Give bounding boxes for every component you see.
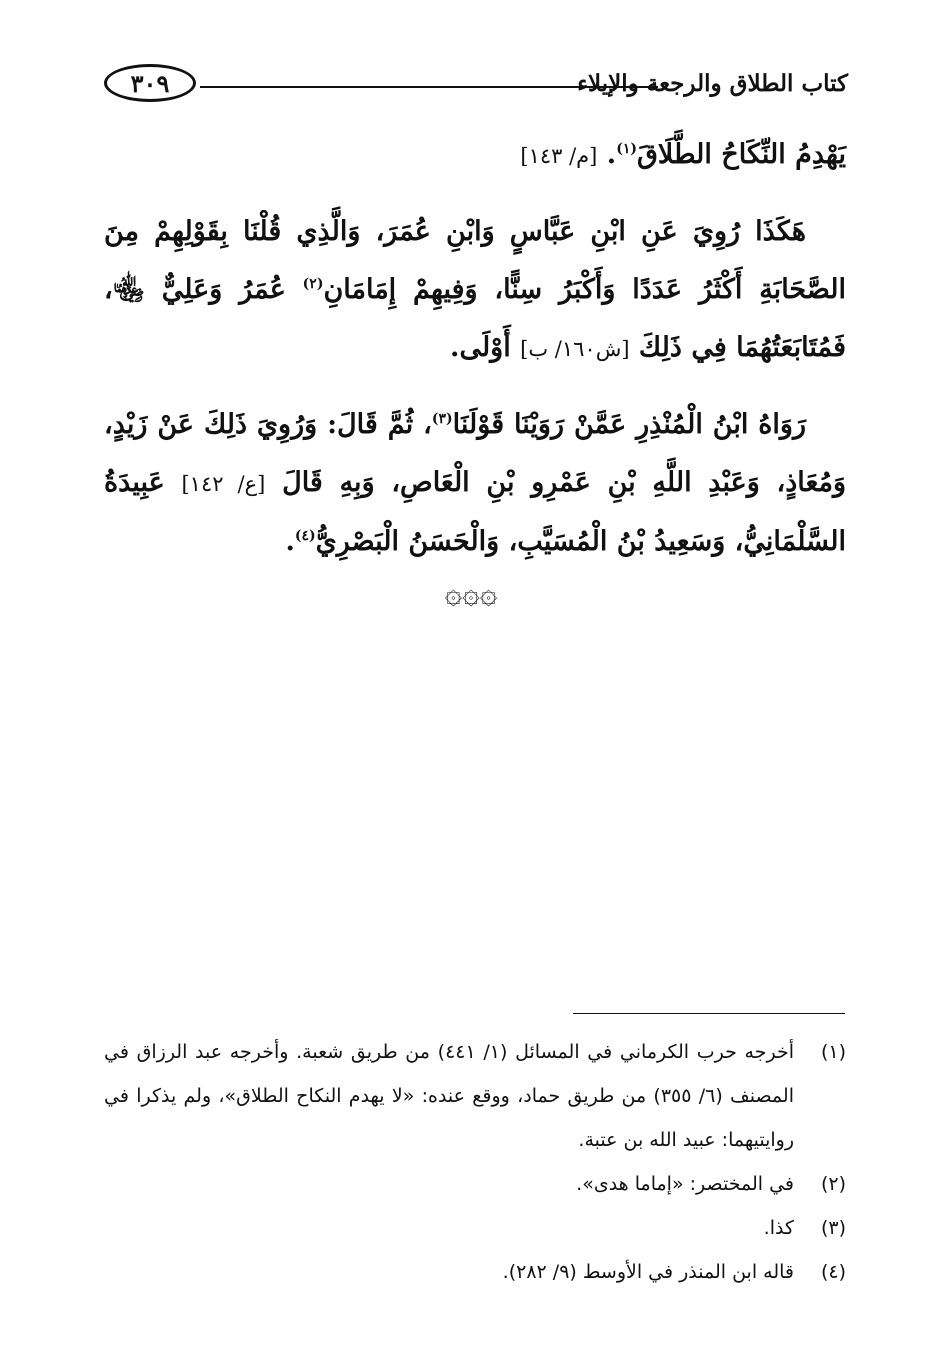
paragraph-1 <box>104 126 846 185</box>
footnote-item <box>104 1030 846 1162</box>
paragraph-3-text-a: رَوَاهُ ابْنُ الْمُنْذِرِ عَمَّنْ رَوَيْنَا قَوْلَنَا <box>452 409 806 440</box>
footnote-number: (٤) <box>820 1261 846 1283</box>
footnote-text: في المختصر: «إماما هدى». <box>576 1173 794 1195</box>
manuscript-ref: [ش١٦٠/ ب] <box>520 337 630 361</box>
footnote-text: أخرجه حرب الكرماني في المسائل (١/ ٤٤١) من طريق شعبة. وأخرجه عبد الرزاق في المصنف (٦/ ٣٥٥) من طريق حماد، ووقع عنده: «لا يهدم النكاح الطلاق»، ولم يذكرا في روايتيهما: عبيد الله بن عتبة. <box>104 1041 794 1151</box>
paragraph-3 <box>104 396 846 571</box>
footnote-marker-3: (٣) <box>431 411 453 427</box>
footnote-rule <box>573 1013 845 1014</box>
paragraph-1-tail: . <box>606 139 617 170</box>
paragraph-3-tail: . <box>285 526 295 557</box>
paragraph-3-text-b: ، ثُمَّ قَالَ: وَرُوِيَ ذَلِكَ عَنْ زَيْدٍ، وَمُعَاذٍ، وَعَبْدِ اللَّهِ بْنِ عَمْرِو بْنِ الْعَاصِ، وَبِهِ قَالَ <box>104 409 847 498</box>
footnote-marker-2: (٢) <box>302 276 324 292</box>
paragraph-2-text-b: عُمَرُ وَعَلِيٌّ ﵄، فَمُتَابَعَتُهُمَا فِي ذَلِكَ <box>104 274 846 363</box>
paragraph-2 <box>104 203 846 378</box>
footnote-item <box>104 1206 846 1250</box>
footnote-item <box>104 1162 846 1206</box>
footnote-item <box>104 1250 846 1294</box>
footnote-number: (١) <box>820 1041 846 1063</box>
main-text <box>104 126 846 589</box>
footnote-text: قاله ابن المنذر في الأوسط (٩/ ٢٨٢). <box>502 1261 794 1283</box>
footnote-number: (٢) <box>820 1173 846 1195</box>
page-number-badge: ٣٠٩ <box>104 64 196 102</box>
page-header <box>104 62 848 106</box>
footnote-marker-4: (٤) <box>294 528 316 544</box>
paragraph-1-text: يَهْدِمُ النِّكَاحُ الطَّلَاقَ <box>636 139 846 170</box>
footnote-number: (٣) <box>820 1217 846 1239</box>
footnote-marker-1: (١) <box>616 141 637 157</box>
footnotes <box>104 1030 846 1294</box>
paragraph-2-text-c: أَوْلَى. <box>450 332 521 363</box>
footnote-text: كذا. <box>763 1217 794 1239</box>
running-title: كتاب الطلاق والرجعة والإيلاء <box>577 70 848 97</box>
manuscript-ref: [ع/ ١٤٢] <box>181 472 266 496</box>
manuscript-ref: [م/ ١٤٣] <box>520 144 598 168</box>
paragraph-3-text-c: عَبِيدَةُ السَّلْمَانِيُّ، وَسَعِيدُ بْنُ الْمُسَيَّبِ، وَالْحَسَنُ الْبَصْرِيُّ <box>104 467 846 557</box>
paragraph-2-text-a: هَكَذَا رُوِيَ عَنِ ابْنِ عَبَّاسٍ وَابْنِ عُمَرَ، وَالَّذِي قُلْنَا بِقَوْلِهِمْ مِنَ الصَّحَابَةِ أَكْثَرُ عَدَدًا وَأَكْبَرُ سِنًّا، وَفِيهِمْ إِمَامَانِ <box>104 216 846 305</box>
section-ornament-icon: ۞۞۞ <box>444 576 498 611</box>
